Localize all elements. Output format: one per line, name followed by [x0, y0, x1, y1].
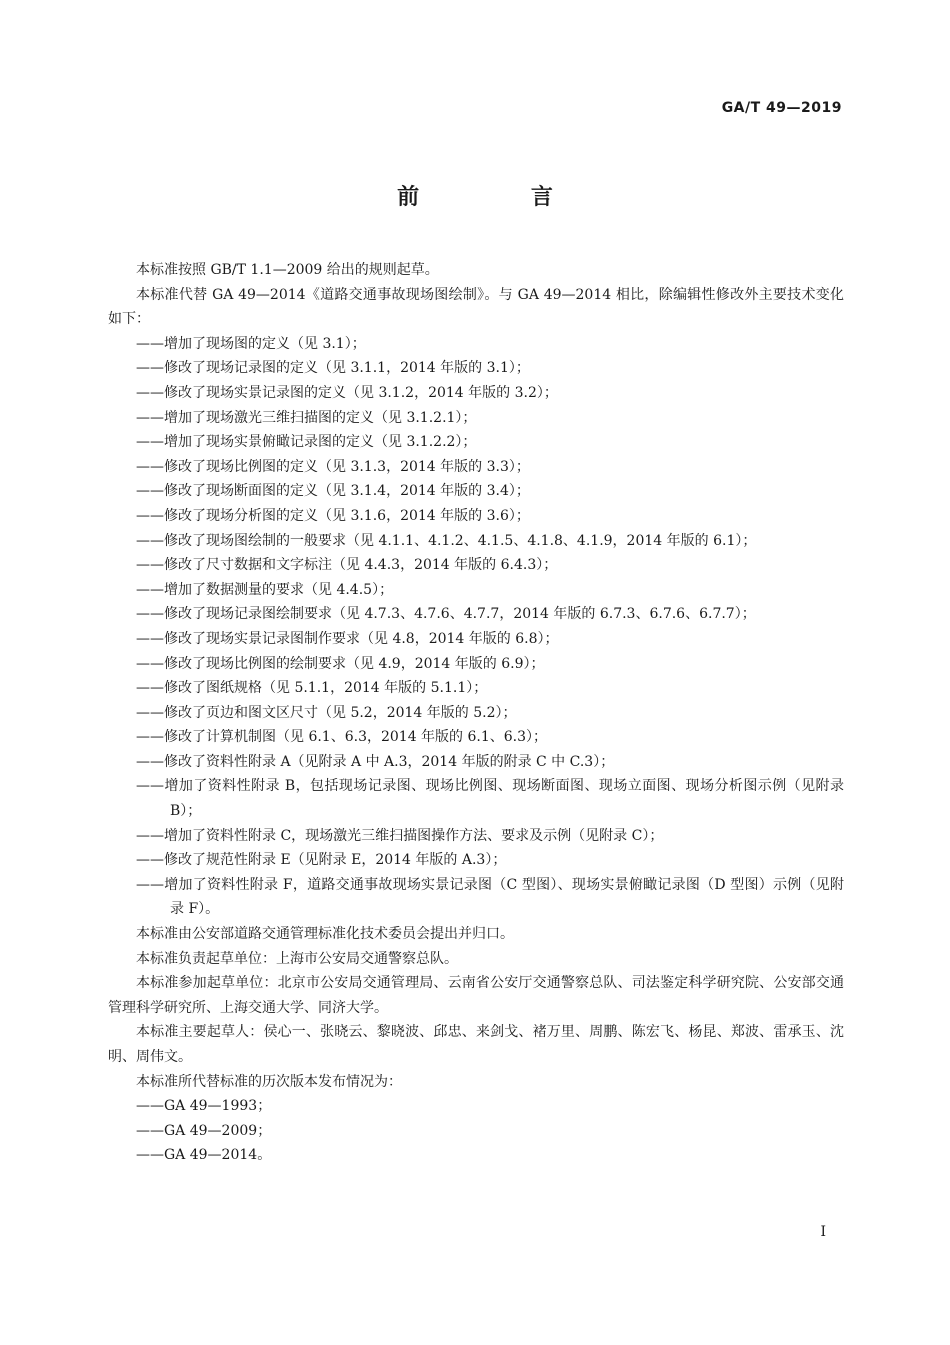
list-item: ——修改了现场比例图的绘制要求（见 4.9，2014 年版的 6.9）；	[136, 655, 545, 672]
paragraph-participating-units: 本标准参加起草单位：北京市公安局交通管理局、云南省公安厅交通警察总队、司法鉴定科学研究院、公安部交通管理科学研究所、上海交通大学、同济大学。	[108, 975, 844, 1016]
list-item: ——修改了规范性附录 E（见附录 E，2014 年版的 A.3）；	[136, 852, 507, 869]
list-item: ——修改了现场实景记录图的定义（见 3.1.2，2014 年版的 3.2）；	[136, 384, 558, 401]
list-item: ——增加了资料性附录 F，道路交通事故现场实景记录图（C 型图）、现场实景俯瞰记录图（D 型图）示例（见附录 F）。	[136, 876, 844, 918]
list-item: ——修改了现场图绘制的一般要求（见 4.1.1、4.1.2、4.1.5、4.1.8、4.1.9，2014 年版的 6.1）；	[136, 532, 757, 549]
list-item: ——修改了尺寸数据和文字标注（见 4.4.3，2014 年版的 6.4.3）；	[136, 557, 558, 574]
paragraph-replacement: 本标准代替 GA 49—2014《道路交通事故现场图绘制》。与 GA 49—2014 相比，除编辑性修改外主要技术变化如下：	[108, 286, 844, 328]
versions-list	[108, 1094, 844, 1168]
paragraph-responsible-unit: 本标准负责起草单位：上海市公安局交通警察总队。	[136, 950, 458, 967]
list-item: ——修改了现场记录图绘制要求（见 4.7.3、4.7.6、4.7.7，2014 年版的 6.7.3、6.7.6、6.7.7）；	[136, 606, 756, 623]
list-item: ——增加了资料性附录 B，包括现场记录图、现场比例图、现场断面图、现场立面图、现场分析图示例（见附录 B）；	[136, 778, 844, 820]
list-item: ——修改了计算机制图（见 6.1、6.3，2014 年版的 6.1、6.3）；	[136, 729, 548, 746]
list-item: ——增加了现场实景俯瞰记录图的定义（见 3.1.2.2）；	[136, 434, 477, 451]
page-title: 前 言	[397, 185, 605, 210]
paragraph-drafting-rules: 本标准按照 GB/T 1.1—2009 给出的规则起草。	[136, 262, 439, 278]
page-number: I	[820, 1224, 826, 1240]
list-item: ——修改了资料性附录 A（见附录 A 中 A.3，2014 年版的附录 C 中 C.3）；	[136, 753, 615, 770]
standard-code: GA/T 49—2019	[721, 100, 842, 116]
list-item: ——GA 49—2014。	[136, 1147, 272, 1164]
list-item: ——增加了资料性附录 C，现场激光三维扫描图操作方法、要求及示例（见附录 C）；	[136, 827, 664, 844]
list-item: ——修改了现场实景记录图制作要求（见 4.8，2014 年版的 6.8）；	[136, 630, 559, 647]
changes-list	[108, 332, 844, 922]
list-item: ——修改了现场记录图的定义（见 3.1.1，2014 年版的 3.1）；	[136, 360, 530, 377]
paragraph-drafters: 本标准主要起草人：侯心一、张晓云、黎晓波、邱忠、来剑戈、褚万里、周鹏、陈宏飞、杨昆、郑波、雷承玉、沈明、周伟文。	[108, 1024, 844, 1065]
list-item: ——修改了现场断面图的定义（见 3.1.4，2014 年版的 3.4）；	[136, 483, 530, 500]
paragraph-proposer: 本标准由公安部道路交通管理标准化技术委员会提出并归口。	[136, 926, 514, 943]
list-item: ——GA 49—2009；	[136, 1122, 272, 1139]
list-item: ——增加了现场图的定义（见 3.1）；	[136, 335, 366, 352]
list-item: ——修改了图纸规格（见 5.1.1，2014 年版的 5.1.1）；	[136, 680, 488, 697]
paragraph-version-history: 本标准所代替标准的历次版本发布情况为：	[136, 1073, 402, 1090]
list-item: ——修改了现场分析图的定义（见 3.1.6，2014 年版的 3.6）；	[136, 507, 530, 524]
list-item: ——修改了现场比例图的定义（见 3.1.3，2014 年版的 3.3）；	[136, 458, 530, 475]
list-item: ——GA 49—1993；	[136, 1098, 272, 1115]
list-item: ——增加了数据测量的要求（见 4.4.5）；	[136, 581, 394, 598]
list-item: ——修改了页边和图文区尺寸（见 5.2，2014 年版的 5.2）；	[136, 704, 517, 721]
list-item: ——增加了现场激光三维扫描图的定义（见 3.1.2.1）；	[136, 409, 477, 426]
foreword-body	[108, 258, 844, 1168]
